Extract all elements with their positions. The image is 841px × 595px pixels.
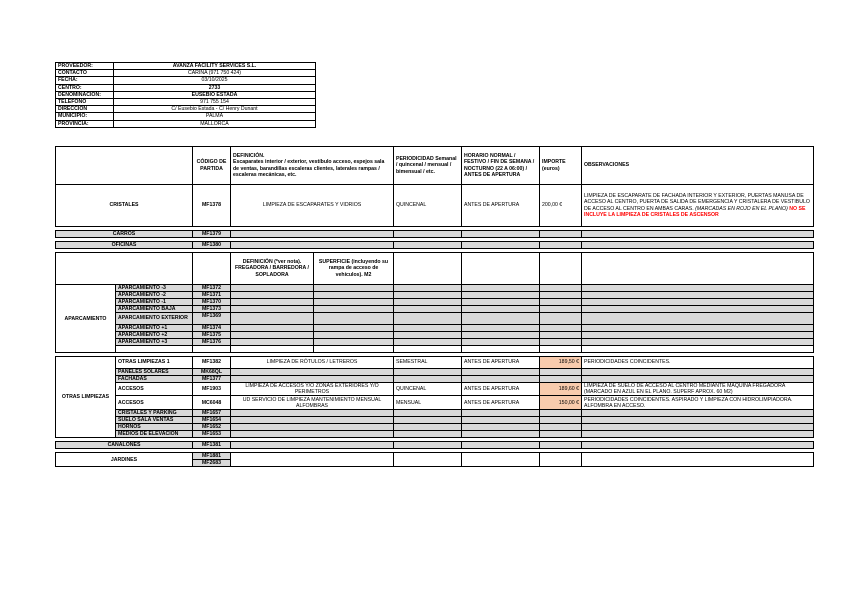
direccion-value: C/ Eusebio Estada - C/ Henry Dunant <box>114 106 316 113</box>
aparcamiento-row <box>56 299 814 306</box>
otras-code: MF1652 <box>193 424 231 431</box>
otras-code: MF1377 <box>193 376 231 383</box>
otras-row <box>56 376 814 383</box>
aparcamiento-code: MF1370 <box>193 299 231 306</box>
otras-definicion: UD SERVICIO DE LIMPIEZA MANTENIMIENTO MENSUAL ALFOMBRAS <box>231 396 394 410</box>
contacto-label: CONTACTO <box>56 70 114 77</box>
otras-row <box>56 383 814 396</box>
otras-code: MF1657 <box>193 410 231 417</box>
aparcamiento-header-row <box>56 253 814 285</box>
otras-name: ACCESOS <box>116 383 193 396</box>
horario-header: HORARIO NORMAL / FESTIVO / FIN DE SEMANA / NOCTURNO (22 A 06:00) / ANTES DE APERTURA <box>462 147 540 185</box>
oficinas-row <box>56 242 814 249</box>
otras-periodicidad: MENSUAL <box>394 396 462 410</box>
definicion-text: Escaparates interior / exterior, vestíbulo acceso, espejos sala de ventas, barandillas escaleras clientes, laterales rampas / escaleras mecánicas, etc. <box>233 159 385 178</box>
otras-definicion: LIMPIEZA DE RÓTULOS / LETREROS <box>231 357 394 369</box>
otras-code: MF1382 <box>193 357 231 369</box>
header-row <box>56 147 814 185</box>
otras-code: MF1654 <box>193 417 231 424</box>
fecha-label: FECHA: <box>56 77 114 84</box>
cristales-definicion: LIMPIEZA DE ESCAPARATES Y VIDRIOS <box>231 185 394 227</box>
otras-horario: ANTES DE APERTURA <box>462 396 540 410</box>
canalones-code: MF1381 <box>193 442 231 449</box>
otras-name: HORNOS <box>116 424 193 431</box>
otras-observaciones: LIMPIEZA DE SUELO DE ACCESO AL CENTRO MEDIANTE MAQUINA FREGADORA (MARCADO EN AZUL EN EL PLANO. SUPERF APROX. 60 M2) <box>582 383 814 396</box>
aparcamiento-row <box>56 292 814 299</box>
aparcamiento-row <box>56 285 814 292</box>
definicion-header <box>231 147 394 185</box>
otras-code: MC6048 <box>193 396 231 410</box>
municipio-label: MUNICIPIO: <box>56 113 114 120</box>
otras-name: SUELO SALA VENTAS <box>116 417 193 424</box>
cristales-obs-red: NO SE INCLUYE LA LIMPIEZA DE CRISTALES DE ASCENSOR <box>584 205 806 218</box>
importe-header: IMPORTE (euros) <box>540 147 582 185</box>
denominacion-value: EUSEBIO ESTADA <box>114 91 316 98</box>
otras-horario: ANTES DE APERTURA <box>462 383 540 396</box>
otras-code: MK68QL <box>193 369 231 376</box>
otras-definicion: LIMPIEZA DE ACCESOS Y/O ZONAS EXTERIORES Y/O PERIMETROS <box>231 383 394 396</box>
aparcamiento-name: APARCAMIENTO -2 <box>116 292 193 299</box>
otras-row <box>56 431 814 438</box>
supplier-info-table <box>55 62 316 128</box>
provincia-value: MALLORCA <box>114 120 316 127</box>
oficinas-label: OFICINAS <box>56 242 193 249</box>
cristales-horario: ANTES DE APERTURA <box>462 185 540 227</box>
otras-row <box>56 424 814 431</box>
aparcamiento-name: APARCAMIENTO +1 <box>116 325 193 332</box>
cristales-obs-italic: (MARCADAS EN ROJO EN EL PLANO) <box>695 205 788 212</box>
jardines-code-1: MF1881 <box>193 453 231 460</box>
otras-name: PANELES SOLARES <box>116 369 193 376</box>
periodicidad-header: PERIODICIDAD Semanal / quincenal / mensual / bimensual / etc. <box>394 147 462 185</box>
otras-row <box>56 369 814 376</box>
denominacion-label: DENOMINACIÓN: <box>56 91 114 98</box>
canalones-row <box>56 442 814 449</box>
oficinas-code: MF1380 <box>193 242 231 249</box>
aparcamiento-row <box>56 313 814 325</box>
aparcamiento-code: MF1373 <box>193 306 231 313</box>
services-table <box>55 146 814 467</box>
aparcamiento-group-label: APARCAMIENTO <box>56 285 116 353</box>
cristales-row <box>56 185 814 227</box>
otras-row <box>56 417 814 424</box>
otras-row <box>56 357 814 369</box>
observaciones-header: OBSERVACIONES <box>582 147 814 185</box>
otras-name: ACCESOS <box>116 396 193 410</box>
telefono-label: TELÉFONO <box>56 99 114 106</box>
jardines-code-2: MF2683 <box>193 460 231 467</box>
carros-code: MF1379 <box>193 231 231 238</box>
contacto-value: CARINA (971 750 424) <box>114 70 316 77</box>
otras-importe: 189,50 € <box>540 357 582 369</box>
otras-row <box>56 410 814 417</box>
aparcamiento-code: MF1371 <box>193 292 231 299</box>
provincia-label: PROVINCIA: <box>56 120 114 127</box>
aparcamiento-row <box>56 332 814 339</box>
otras-name: OTRAS LIMPIEZAS 1 <box>116 357 193 369</box>
aparcamiento-name: APARCAMIENTO +3 <box>116 339 193 346</box>
otras-name: CRISTALES Y PARKING <box>116 410 193 417</box>
cristales-observaciones <box>582 185 814 227</box>
aparcamiento-row <box>56 306 814 313</box>
cristales-periodicidad: QUINCENAL <box>394 185 462 227</box>
otras-observaciones: PERIODICIDADES COINCIDENTES. ASPIRADO Y LIMPIEZA CON HIDROLIMPIADORA. ALFOMBRA EN ACCESO. <box>582 396 814 410</box>
otras-code: MF1653 <box>193 431 231 438</box>
proveedor-label: PROVEEDOR: <box>56 63 114 70</box>
otras-name: MEDIOS DE ELEVACIÓN <box>116 431 193 438</box>
aparcamiento-name: APARCAMIENTO -3 <box>116 285 193 292</box>
otras-importe: 150,00 € <box>540 396 582 410</box>
municipio-value: PALMA <box>114 113 316 120</box>
direccion-label: DIRECCIÓN <box>56 106 114 113</box>
aparcamiento-sup-header: SUPERFICIE (incluyendo su rampa de acceso de vehículos). M2 <box>314 253 394 285</box>
definicion-title: DEFINICIÓN. <box>233 153 265 160</box>
aparcamiento-row <box>56 339 814 346</box>
codigo-header: CÓDIGO DE PARTIDA <box>193 147 231 185</box>
carros-row <box>56 231 814 238</box>
centro-value: 2733 <box>114 84 316 91</box>
otras-group-label: OTRAS LIMPIEZAS <box>56 357 116 438</box>
cristales-obs-text: LIMPIEZA DE ESCAPARATE DE FACHADA INTERIOR Y EXTERIOR, PUERTAS MANUSA DE ACCESO AL CENTRO, PUERTA DE SALIDA DE EMERGENCIA Y CRISTALERA DE VESTIBULO DE ACCESO AL CENTRO EN AMBAS CARAS. <box>584 193 810 212</box>
aparcamiento-name: APARCAMIENTO +2 <box>116 332 193 339</box>
aparcamiento-code: MF1372 <box>193 285 231 292</box>
aparcamiento-name: APARCAMIENTO BAJA <box>116 306 193 313</box>
aparcamiento-code: MF1369 <box>193 313 231 325</box>
telefono-value: 971 755 154 <box>114 99 316 106</box>
jardines-row <box>56 453 814 460</box>
carros-label: CARROS <box>56 231 193 238</box>
otras-name: FACHADAS <box>116 376 193 383</box>
cristales-code: MF1378 <box>193 185 231 227</box>
aparcamiento-code: MF1374 <box>193 325 231 332</box>
otras-importe: 189,60 € <box>540 383 582 396</box>
cristales-label: CRISTALES <box>56 185 193 227</box>
aparcamiento-row <box>56 325 814 332</box>
aparcamiento-name: APARCAMIENTO -1 <box>116 299 193 306</box>
otras-observaciones: PERIODICIDADES COINCIDENTES. <box>582 357 814 369</box>
aparcamiento-def-header: DEFINICIÓN (*ver nota). FREGADORA / BARREDORA / SOPLADORA <box>231 253 314 285</box>
aparcamiento-name: APARCAMIENTO EXTERIOR <box>116 313 193 325</box>
aparcamiento-code: MF1375 <box>193 332 231 339</box>
cristales-importe: 200,00 € <box>540 185 582 227</box>
jardines-label: JARDINES <box>56 453 193 467</box>
otras-row <box>56 396 814 410</box>
otras-periodicidad: QUINCENAL <box>394 383 462 396</box>
centro-label: CENTRO: <box>56 84 114 91</box>
canalones-label: CANALONES <box>56 442 193 449</box>
otras-horario: ANTES DE APERTURA <box>462 357 540 369</box>
otras-code: MF1903 <box>193 383 231 396</box>
otras-periodicidad: SEMESTRAL <box>394 357 462 369</box>
aparcamiento-code: MF1376 <box>193 339 231 346</box>
fecha-value: 03/10/2025 <box>114 77 316 84</box>
proveedor-value: AVANZA FACILITY SERVICES S.L. <box>114 63 316 70</box>
